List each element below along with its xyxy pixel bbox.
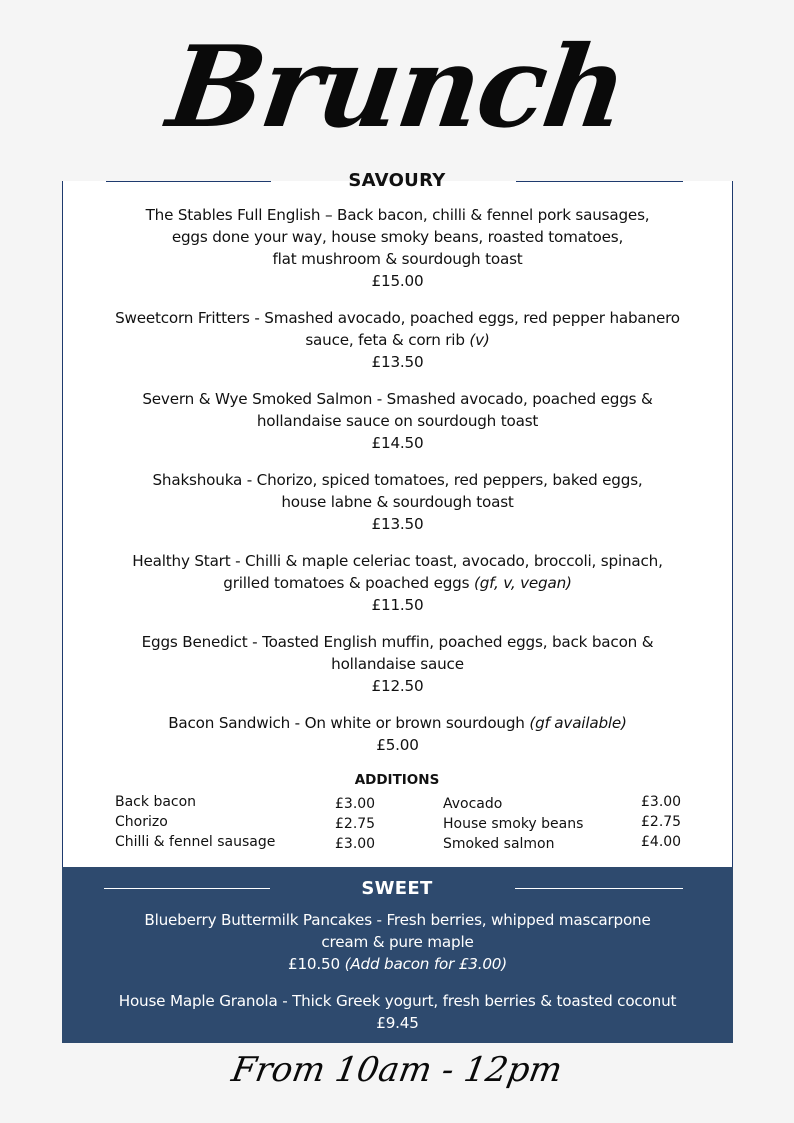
addition-name: Avocado bbox=[443, 796, 503, 812]
dietary-note: (v) bbox=[469, 331, 490, 349]
addition-price: £3.00 bbox=[335, 836, 376, 852]
item-price: £5.00 bbox=[376, 736, 419, 754]
menu-item-shakshouka bbox=[62, 469, 733, 535]
menu-item-granola bbox=[62, 990, 733, 1034]
item-line: Blueberry Buttermilk Pancakes - Fresh berries, whipped mascarpone bbox=[144, 911, 651, 929]
menu-item-pancakes bbox=[62, 909, 733, 975]
item-line: Sweetcorn Fritters - Smashed avocado, poached eggs, red pepper habanero bbox=[115, 309, 680, 327]
menu-item-bacon-sandwich bbox=[62, 712, 733, 756]
item-line: house labne & sourdough toast bbox=[281, 493, 514, 511]
menu-item-sweetcorn-fritters bbox=[62, 307, 733, 373]
item-line: Healthy Start - Chilli & maple celeriac toast, avocado, broccoli, spinach, bbox=[132, 552, 663, 570]
item-price: £14.50 bbox=[371, 434, 424, 452]
menu-title: Brunch bbox=[160, 22, 634, 153]
addition-price: £3.00 bbox=[641, 794, 682, 810]
addition-name: Smoked salmon bbox=[443, 836, 555, 852]
dietary-note: (gf available) bbox=[529, 714, 627, 732]
item-line: hollandaise sauce on sourdough toast bbox=[256, 412, 539, 430]
serving-hours: From 10am - 12pm bbox=[228, 1050, 566, 1090]
additions-heading: ADDITIONS bbox=[354, 772, 440, 788]
addition-price: £4.00 bbox=[641, 834, 682, 850]
item-line: eggs done your way, house smoky beans, roasted tomatoes, bbox=[171, 228, 624, 246]
item-line: Severn & Wye Smoked Salmon - Smashed avocado, poached eggs & bbox=[142, 390, 653, 408]
item-line: The Stables Full English – Back bacon, chilli & fennel pork sausages, bbox=[145, 206, 650, 224]
item-line: Shakshouka - Chorizo, spiced tomatoes, red peppers, baked eggs, bbox=[152, 471, 643, 489]
addition-price: £2.75 bbox=[641, 814, 682, 830]
addition-price: £2.75 bbox=[335, 816, 376, 832]
item-line: sauce, feta & corn rib bbox=[305, 331, 465, 349]
addition-price: £3.00 bbox=[335, 796, 376, 812]
addition-name: Back bacon bbox=[115, 794, 197, 810]
item-line: hollandaise sauce bbox=[331, 655, 464, 673]
item-line: Bacon Sandwich - On white or brown sourdough bbox=[168, 714, 525, 732]
item-line: House Maple Granola - Thick Greek yogurt, fresh berries & toasted coconut bbox=[118, 992, 677, 1010]
item-line: grilled tomatoes & poached eggs bbox=[223, 574, 470, 592]
addition-name: Chorizo bbox=[115, 814, 168, 830]
sweet-heading: SWEET bbox=[361, 878, 433, 899]
dietary-note: (gf, v, vegan) bbox=[473, 574, 572, 592]
menu-item-full-english bbox=[62, 204, 733, 292]
item-price: £9.45 bbox=[376, 1014, 419, 1032]
item-price: £10.50 bbox=[288, 955, 340, 973]
item-price: £13.50 bbox=[371, 515, 424, 533]
addon-note: (Add bacon for £3.00) bbox=[344, 955, 507, 973]
savoury-heading: SAVOURY bbox=[348, 170, 446, 191]
addition-name: Chilli & fennel sausage bbox=[115, 834, 276, 850]
menu-item-healthy-start bbox=[62, 550, 733, 616]
item-price: £12.50 bbox=[371, 677, 424, 695]
menu-item-smoked-salmon bbox=[62, 388, 733, 454]
menu-item-eggs-benedict bbox=[62, 631, 733, 697]
item-price: £15.00 bbox=[371, 272, 424, 290]
addition-name: House smoky beans bbox=[443, 816, 584, 832]
item-price: £13.50 bbox=[371, 353, 424, 371]
item-line: flat mushroom & sourdough toast bbox=[272, 250, 523, 268]
item-price: £11.50 bbox=[371, 596, 424, 614]
item-line: Eggs Benedict - Toasted English muffin, poached eggs, back bacon & bbox=[141, 633, 654, 651]
item-line: cream & pure maple bbox=[321, 933, 474, 951]
